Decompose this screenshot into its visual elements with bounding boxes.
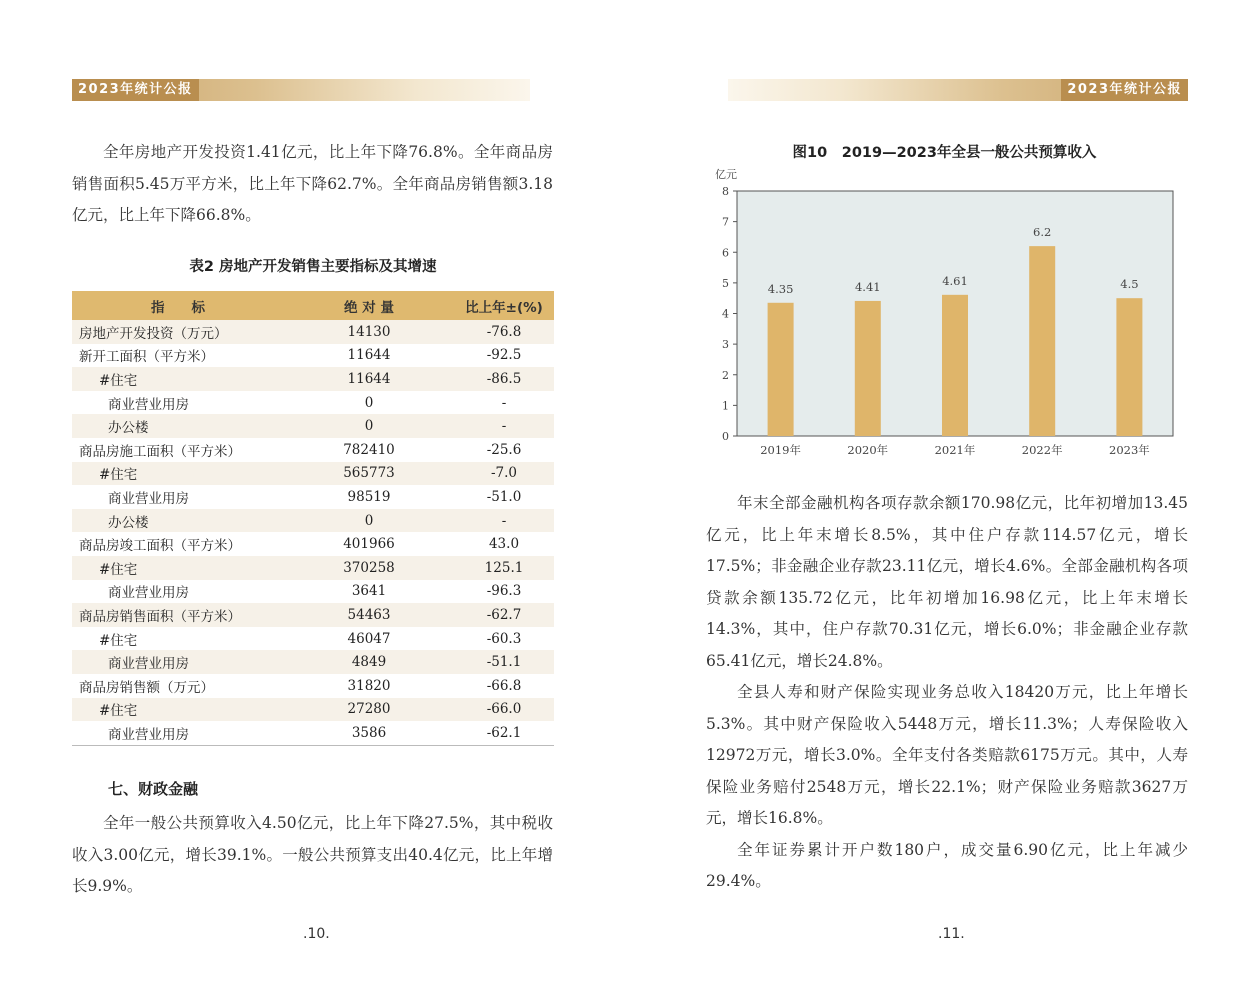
cell-change: -51.0 — [454, 485, 554, 509]
cell-change: -7.0 — [454, 462, 554, 486]
y-tick-label: 7 — [722, 215, 729, 229]
table-row — [72, 344, 554, 368]
table-row — [72, 603, 554, 627]
cell-value: 31820 — [284, 674, 454, 698]
cell-value: 0 — [284, 509, 454, 533]
table-row — [72, 674, 554, 698]
x-category-label: 2020年 — [847, 443, 889, 457]
cell-change: -86.5 — [454, 367, 554, 391]
securities-paragraph: 全年证券累计开户数180户，成交量6.90亿元，比上年减少29.4%。 — [706, 840, 1188, 890]
left-page-number: .10. — [303, 926, 330, 942]
cell-value: 3586 — [284, 721, 454, 745]
table-row — [72, 698, 554, 722]
deposit-paragraph: 年末全部金融机构各项存款余额170.98亿元，比年初增加13.45亿元，比上年末增长8.5%，其中住户存款114.57亿元，增长17.5%；非金融企业存款23.11亿元，增长4.6%。全部金融机构各项贷款余额135.72亿元，比年初增加16.98亿元，比上年末增长14.3%，其中，住户存款70.31亿元，增长6.0%；非金融企业存款65.41亿元，增长24.8%。 — [706, 494, 1188, 670]
x-category-label: 2021年 — [934, 443, 976, 457]
cell-value: 54463 — [284, 603, 454, 627]
cell-change: -25.6 — [454, 438, 554, 462]
cell-value: 27280 — [284, 698, 454, 722]
insurance-paragraph: 全县人寿和财产保险实现业务总收入18420万元，比上年增长5.3%。其中财产保险收入5448万元，增长11.3%；人寿保险收入12972万元，增长3.0%。全年支付各类赔款6175万元。其中，人寿保险业务赔付2548万元，增长22.1%；财产保险业务赔款3627万元，增长16.8%。 — [706, 683, 1188, 827]
cell-change: -62.7 — [454, 603, 554, 627]
table-row — [72, 462, 554, 486]
right-header-band — [728, 79, 1188, 101]
cell-value: 14130 — [284, 320, 454, 344]
bar — [1116, 298, 1142, 436]
cell-indicator: 房地产开发投资（万元） — [72, 320, 284, 344]
right-page-number: .11. — [938, 926, 965, 942]
left-header-band — [72, 79, 530, 101]
cell-change: -60.3 — [454, 627, 554, 651]
table-row — [72, 414, 554, 438]
table-row — [72, 721, 554, 745]
table-row — [72, 509, 554, 533]
bar — [855, 301, 881, 436]
cell-indicator: 商品房销售额（万元） — [72, 674, 284, 698]
bar-value-label: 6.2 — [1033, 225, 1052, 240]
bar — [1029, 246, 1055, 436]
cell-indicator: #住宅 — [72, 462, 284, 486]
cell-value: 0 — [284, 391, 454, 415]
table-row — [72, 485, 554, 509]
cell-indicator: 商业营业用房 — [72, 485, 284, 509]
cell-value: 401966 — [284, 532, 454, 556]
cell-value: 11644 — [284, 367, 454, 391]
table-row — [72, 532, 554, 556]
bar-value-label: 4.5 — [1120, 277, 1139, 292]
revenue-bar-chart — [700, 160, 1180, 465]
table-row — [72, 320, 554, 344]
bar — [942, 295, 968, 436]
col-header-value: 绝 对 量 — [284, 291, 454, 320]
right-header-title: 2023年统计公报 — [1061, 79, 1188, 101]
cell-change: -96.3 — [454, 580, 554, 604]
cell-value: 46047 — [284, 627, 454, 651]
cell-change: 125.1 — [454, 556, 554, 580]
cell-indicator: #住宅 — [72, 556, 284, 580]
y-tick-label: 0 — [722, 430, 729, 443]
left-header-title: 2023年统计公报 — [72, 79, 199, 101]
table-row — [72, 438, 554, 462]
cell-indicator: #住宅 — [72, 627, 284, 651]
right-page — [630, 0, 1259, 998]
cell-indicator: 办公楼 — [72, 414, 284, 438]
finance-paragraph: 全年一般公共预算收入4.50亿元，比上年下降27.5%，其中税收收入3.00亿元，增长39.1%。一般公共预算支出40.4亿元，比上年增长9.9%。 — [72, 814, 553, 895]
cell-change: -66.8 — [454, 674, 554, 698]
cell-change: -51.1 — [454, 650, 554, 674]
cell-indicator: #住宅 — [72, 698, 284, 722]
cell-change: -92.5 — [454, 344, 554, 368]
cell-change: - — [454, 391, 554, 415]
y-tick-label: 2 — [722, 368, 729, 382]
cell-indicator: 商业营业用房 — [72, 721, 284, 745]
y-tick-label: 5 — [722, 276, 729, 290]
intro-paragraph: 全年房地产开发投资1.41亿元，比上年下降76.8%。全年商品房销售面积5.45万平方米，比上年下降62.7%。全年商品房销售额3.18亿元，比上年下降66.8%。 — [72, 143, 553, 224]
cell-indicator: 办公楼 — [72, 509, 284, 533]
x-category-label: 2019年 — [760, 443, 801, 457]
cell-value: 370258 — [284, 556, 454, 580]
col-header-indicator: 指 标 — [72, 291, 284, 320]
table-row — [72, 627, 554, 651]
cell-indicator: 商业营业用房 — [72, 650, 284, 674]
bar-value-label: 4.35 — [767, 281, 794, 296]
cell-change: - — [454, 414, 554, 438]
cell-value: 98519 — [284, 485, 454, 509]
cell-value: 11644 — [284, 344, 454, 368]
cell-indicator: 商业营业用房 — [72, 391, 284, 415]
real-estate-table — [72, 291, 554, 746]
bar-value-label: 4.61 — [942, 273, 968, 288]
cell-change: - — [454, 509, 554, 533]
table-row — [72, 367, 554, 391]
y-tick-label: 1 — [722, 399, 729, 413]
right-body-text — [706, 488, 1188, 898]
cell-indicator: 商业营业用房 — [72, 580, 284, 604]
bar-value-label: 4.41 — [854, 279, 881, 294]
cell-indicator: #住宅 — [72, 367, 284, 391]
y-tick-label: 4 — [722, 307, 729, 321]
table-header-row — [72, 291, 554, 320]
col-header-change: 比上年±(%) — [454, 291, 554, 320]
x-category-label: 2022年 — [1021, 443, 1063, 457]
cell-change: 43.0 — [454, 532, 554, 556]
chart-title: 图10 2019—2023年全县一般公共预算收入 — [792, 145, 1097, 161]
cell-indicator: 商品房施工面积（平方米） — [72, 438, 284, 462]
table-row — [72, 580, 554, 604]
cell-value: 782410 — [284, 438, 454, 462]
cell-value: 3641 — [284, 580, 454, 604]
y-axis-unit-label: 亿元 — [715, 168, 737, 181]
cell-indicator: 新开工面积（平方米） — [72, 344, 284, 368]
x-category-label: 2023年 — [1109, 443, 1150, 457]
cell-value: 0 — [284, 414, 454, 438]
cell-indicator: 商品房竣工面积（平方米） — [72, 532, 284, 556]
cell-value: 565773 — [284, 462, 454, 486]
cell-value: 4849 — [284, 650, 454, 674]
y-tick-label: 3 — [722, 338, 729, 352]
cell-change: -62.1 — [454, 721, 554, 745]
table-row — [72, 391, 554, 415]
cell-change: -76.8 — [454, 320, 554, 344]
bar — [768, 303, 794, 436]
cell-change: -66.0 — [454, 698, 554, 722]
table-row — [72, 650, 554, 674]
cell-indicator: 商品房销售面积（平方米） — [72, 603, 284, 627]
y-tick-label: 6 — [722, 246, 729, 260]
table-row — [72, 556, 554, 580]
y-tick-label: 8 — [722, 185, 729, 198]
table-title: 表2 房地产开发销售主要指标及其增速 — [189, 259, 437, 275]
section-heading: 七、财政金融 — [108, 780, 199, 798]
